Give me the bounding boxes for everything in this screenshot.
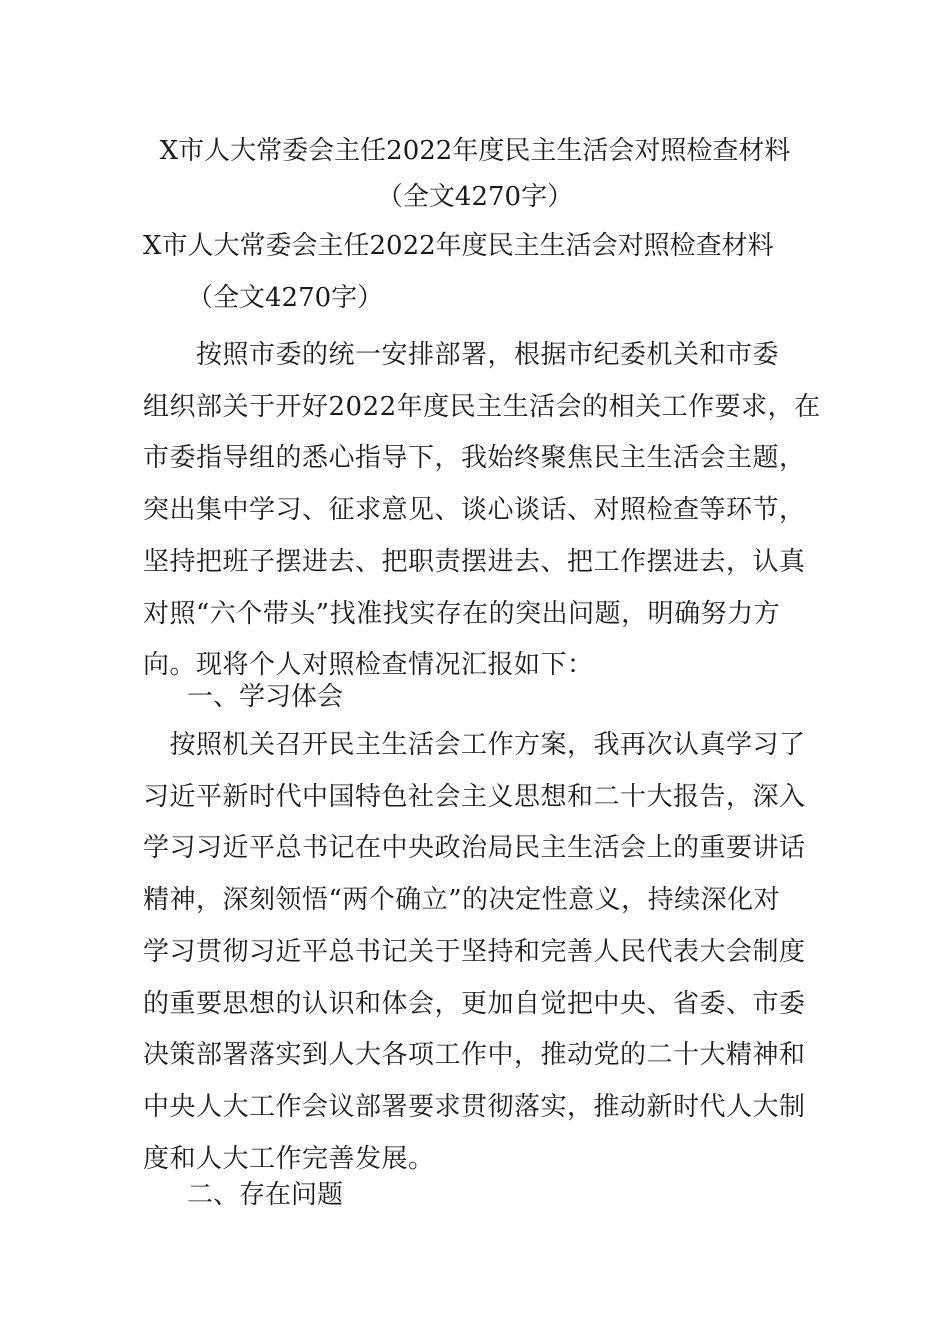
paragraph-line: 学习习近平总书记在中央政治局民主生活会上的重要讲话	[143, 833, 806, 864]
section-heading-study: 一、学习体会	[187, 682, 344, 712]
paragraph-line: 向。现将个人对照检查情况汇报如下：	[143, 650, 594, 681]
paragraph-line: 习近平新时代中国特色社会主义思想和二十大报告，深入	[143, 781, 806, 812]
paragraph-line: 的重要思想的认识和体会，更加自觉把中央、省委、市委	[143, 988, 806, 1019]
document-subtitle: （全文4270字）	[376, 182, 574, 212]
repeated-title: X市人大常委会主任2022年度民主生活会对照检查材料	[143, 231, 774, 261]
paragraph-line: 度和人大工作完善发展。	[143, 1143, 435, 1174]
paragraph-line: 对照“六个带头”找准找实存在的突出问题，明确努力方	[143, 598, 781, 629]
paragraph-line: 市委指导组的悉心指导下，我始终聚焦民主生活会主题，	[143, 443, 806, 474]
paragraph-line: 精神，深刻领悟“两个确立”的决定性意义，持续深化对	[143, 885, 781, 916]
document-title: X市人大常委会主任2022年度民主生活会对照检查材料	[159, 136, 791, 166]
paragraph-line: 学习贯彻习近平总书记关于坚持和完善人民代表大会制度	[143, 936, 806, 967]
study-paragraph	[143, 720, 813, 1185]
paragraph-line: 组织部关于开好2022年度民主生活会的相关工作要求，在	[143, 391, 821, 422]
title-block	[0, 128, 950, 220]
paragraph-line: 坚持把班子摆进去、把职责摆进去、把工作摆进去，认真	[143, 546, 806, 577]
paragraph-line: 按照市委的统一安排部署，根据市纪委机关和市委	[143, 340, 780, 370]
section-heading-problems: 二、存在问题	[187, 1180, 344, 1210]
paragraph-line: 中央人大工作会议部署要求贯彻落实，推动新时代人大制	[143, 1091, 806, 1122]
paragraph-line: 决策部署落实到人大各项工作中，推动党的二十大精神和	[143, 1040, 806, 1071]
repeated-subtitle: （全文4270字）	[187, 283, 384, 313]
paragraph-line: 突出集中学习、征求意见、谈心谈话、对照检查等环节，	[143, 495, 806, 526]
intro-paragraph	[143, 330, 821, 692]
paragraph-line: 按照机关召开民主生活会工作方案，我再次认真学习了	[143, 730, 806, 760]
